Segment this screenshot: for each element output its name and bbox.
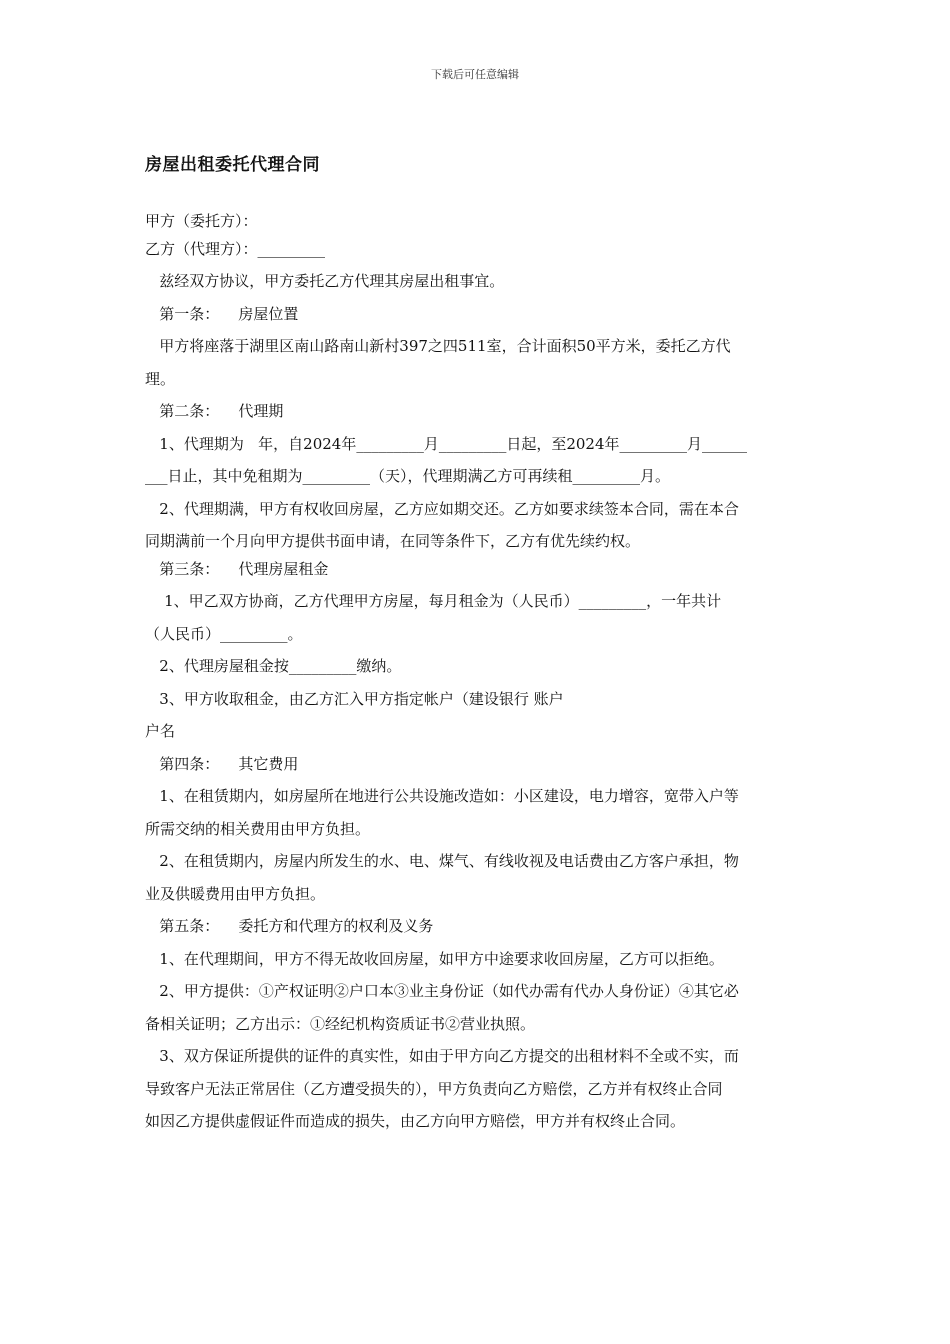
article-5-heading: 第五条： 委托方和代理方的权利及义务 xyxy=(145,917,434,935)
document-title: 房屋出租委托代理合同 xyxy=(145,155,320,175)
text-line: （人民币）_________。 xyxy=(145,624,303,643)
text-line: 2、甲方提供：①产权证明②户口本③业主身份证（如代办需有代办人身份证）④其它必 xyxy=(145,982,739,1000)
text-line: 同期满前一个月向甲方提供书面申请，在同等条件下，乙方有优先续约权。 xyxy=(145,532,641,550)
text-line: 业及供暖费用由甲方负担。 xyxy=(145,884,326,903)
article-1-heading: 第一条： 房屋位置 xyxy=(145,304,299,323)
party-b-line: 乙方（代理方）：_________ xyxy=(145,239,326,258)
text-line: 甲方将座落于湖里区南山路南山新村397之四511室，合计面积50平方米，委托乙方代 xyxy=(145,337,731,355)
text-line: 1、甲乙双方协商，乙方代理甲方房屋，每月租金为（人民币）_________，一年共计 xyxy=(145,592,722,610)
text-line: 1、在代理期间，甲方不得无故收回房屋，如甲方中途要求收回房屋，乙方可以拒绝。 xyxy=(145,949,724,968)
text-line: 理。 xyxy=(145,369,176,388)
text-line: 3、甲方收取租金，由乙方汇入甲方指定帐户（建设银行 账户 xyxy=(145,689,564,708)
text-line: 导致客户无法正常居住（乙方遭受损失的），甲方负责向乙方赔偿，乙方并有权终止合同 xyxy=(145,1079,723,1098)
text-line: 3、双方保证所提供的证件的真实性，如由于甲方向乙方提交的出租材料不全或不实，而 xyxy=(145,1047,739,1065)
text-line: 户名 xyxy=(145,722,176,740)
article-2-heading: 第二条： 代理期 xyxy=(145,402,284,420)
text-line: 2、代理期满，甲方有权收回房屋，乙方应如期交还。乙方如要求续签本合同，需在本合 xyxy=(145,499,739,518)
text-line: 1、代理期为 年，自2024年_________月_________日起，至2024年_________月______ xyxy=(145,434,748,453)
intro-line: 兹经双方协议，甲方委托乙方代理其房屋出租事宜。 xyxy=(145,272,505,290)
text-line: 1、在租赁期内，如房屋所在地进行公共设施改造如：小区建设，电力增容，宽带入户等 xyxy=(145,787,739,805)
article-4-heading: 第四条： 其它费用 xyxy=(145,754,299,773)
page-header: 下载后可任意编辑 xyxy=(431,68,519,81)
text-line: 所需交纳的相关费用由甲方负担。 xyxy=(145,819,371,838)
text-line: 2、在租赁期内，房屋内所发生的水、电、煤气、有线收视及电话费由乙方客户承担，物 xyxy=(145,852,739,870)
text-line: 如因乙方提供虚假证件而造成的损失，由乙方向甲方赔偿，甲方并有权终止合同。 xyxy=(145,1112,686,1130)
document-body xyxy=(145,208,807,1136)
text-line: 备相关证明；乙方出示：①经纪机构资质证书②营业执照。 xyxy=(145,1014,536,1033)
text-line: ___日止，其中免租期为_________（天），代理期满乙方可再续租_________月。 xyxy=(145,467,671,485)
article-3-heading: 第三条： 代理房屋租金 xyxy=(145,559,329,578)
text-line: 2、代理房屋租金按_________缴纳。 xyxy=(145,657,402,675)
party-a-line: 甲方（委托方）： xyxy=(145,212,258,230)
